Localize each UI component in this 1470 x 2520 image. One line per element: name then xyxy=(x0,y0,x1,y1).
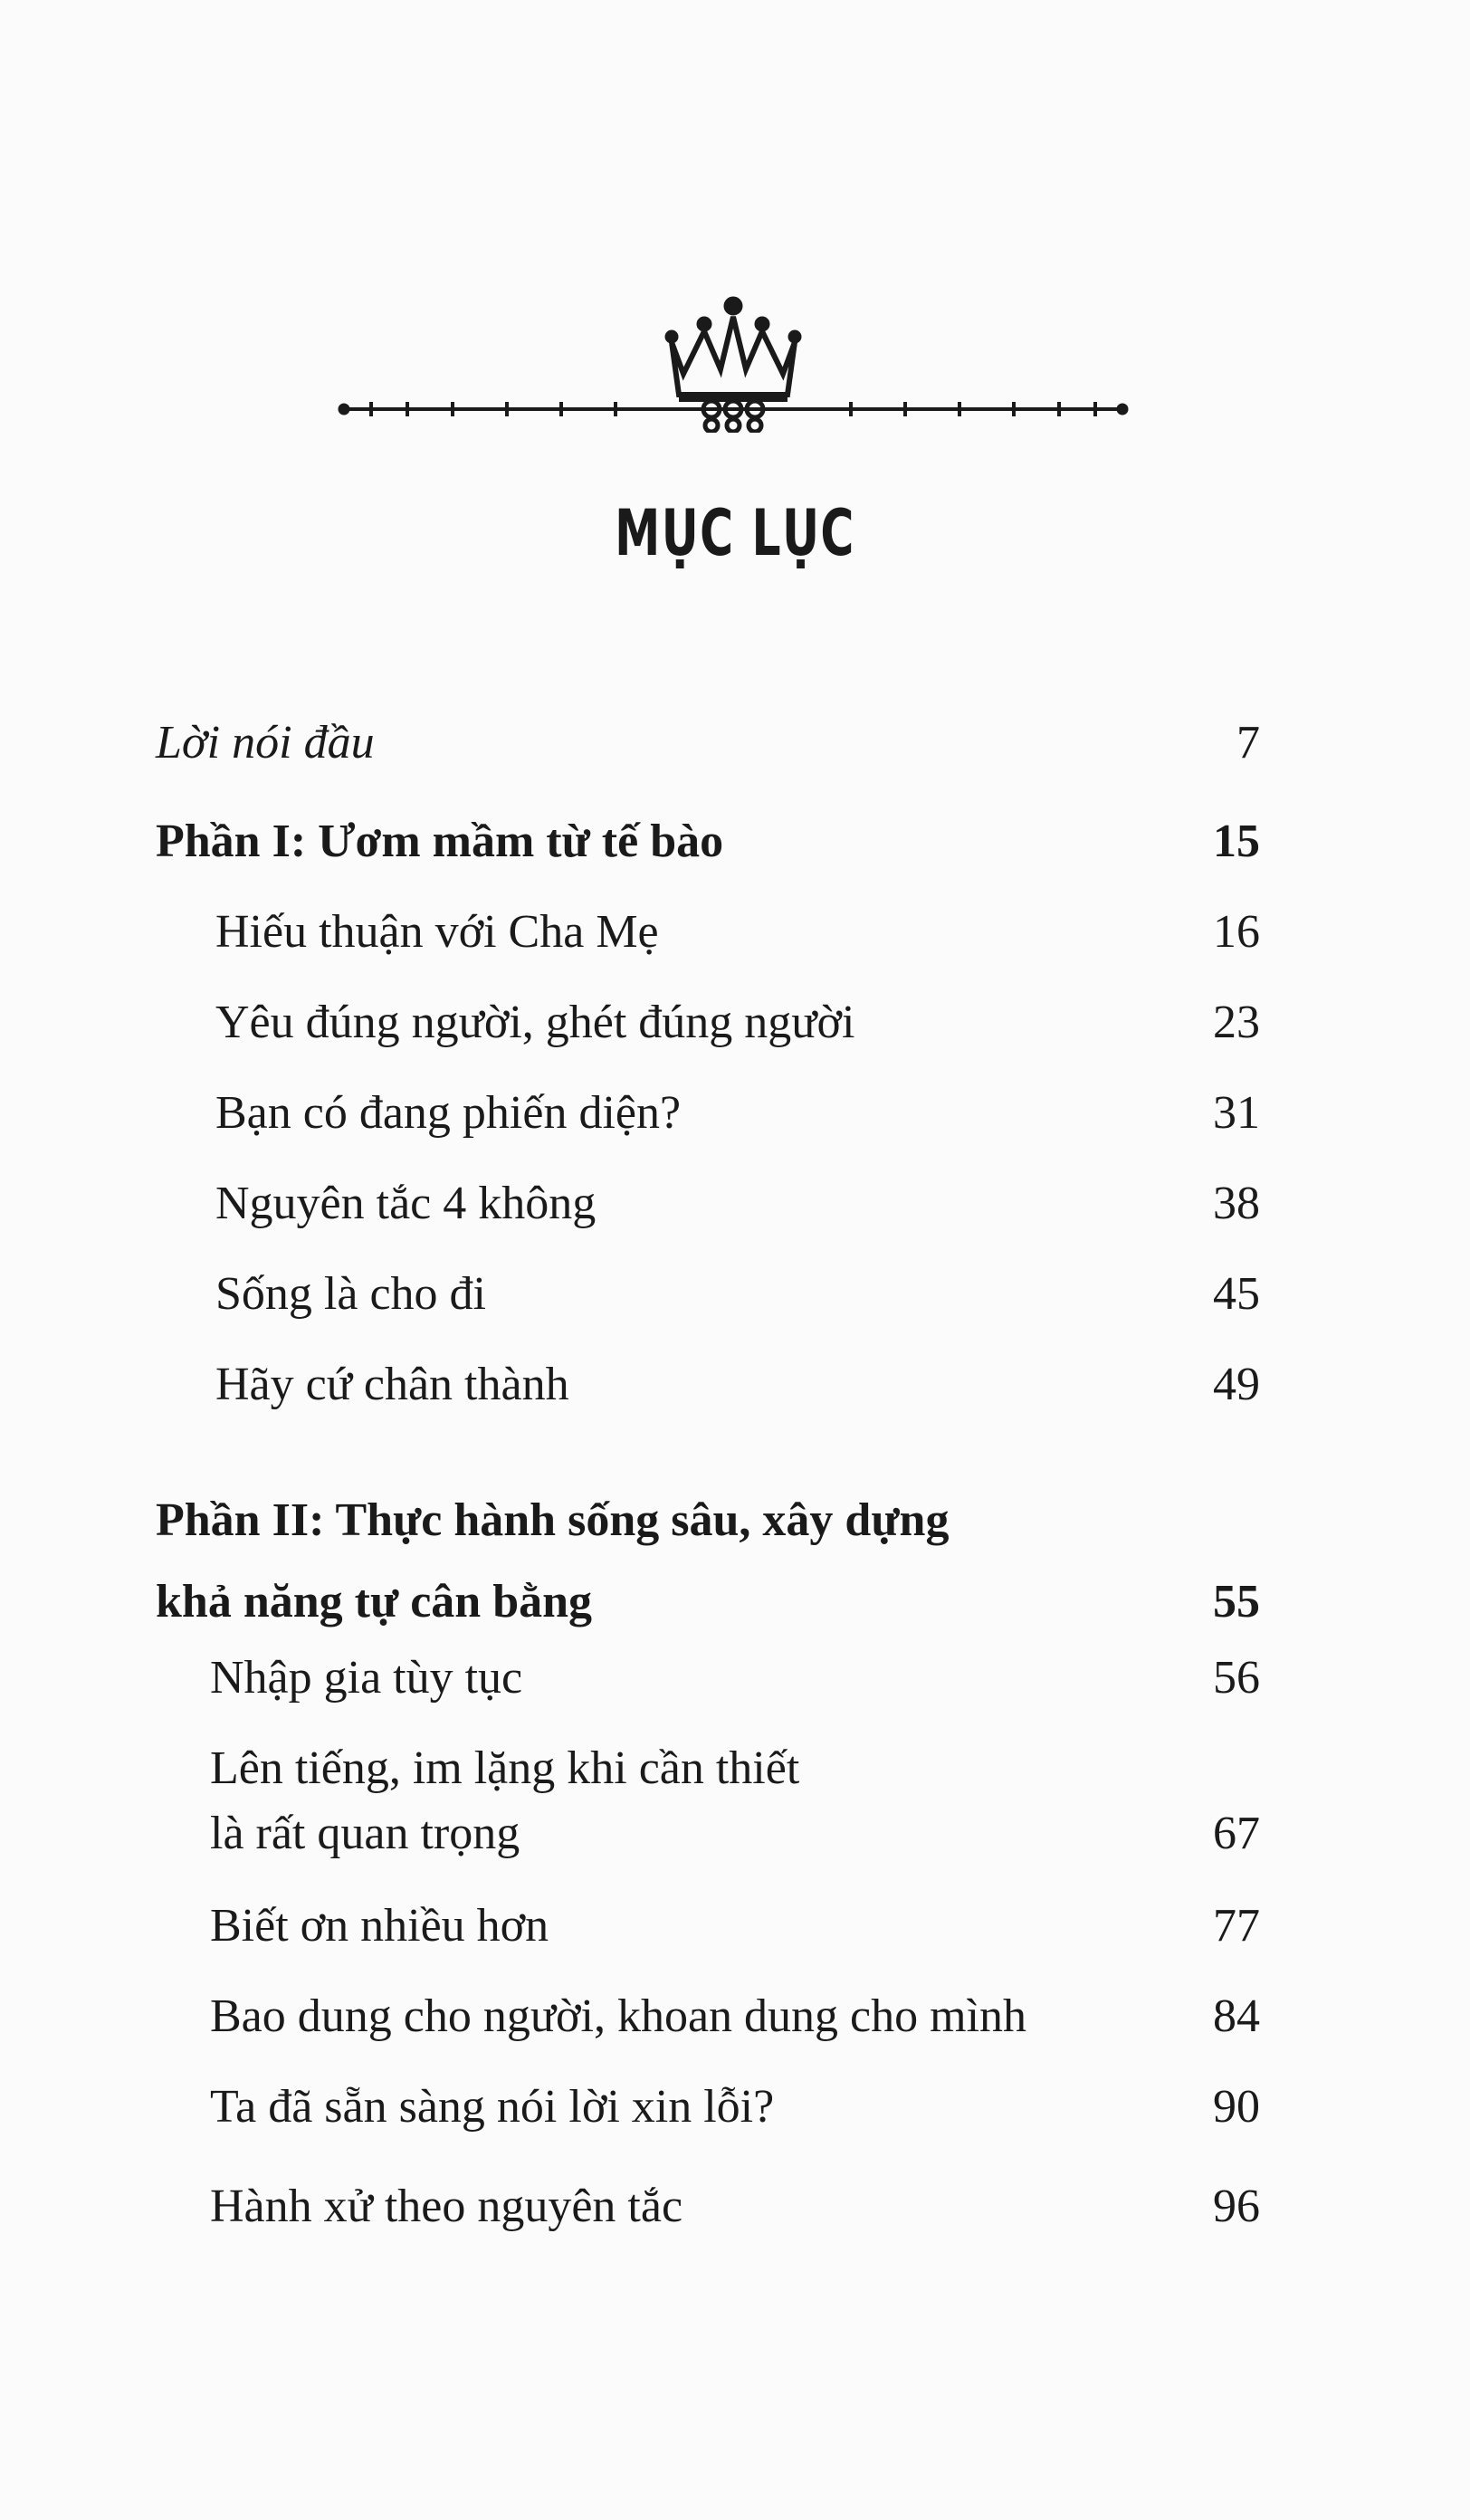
toc-entry xyxy=(0,900,1470,965)
toc-entry-page: 23 xyxy=(1213,997,1260,1048)
toc-entry-line-1 xyxy=(0,1736,1470,1801)
toc-entry xyxy=(0,1646,1470,1711)
toc-entry-page: 55 xyxy=(1213,1576,1260,1628)
toc-entry-page: 7 xyxy=(1236,717,1260,768)
toc-entry-part-2-line-1 xyxy=(0,1488,1470,1553)
toc-entry-page: 56 xyxy=(1213,1652,1260,1704)
toc-entry-label: Hiếu thuận với Cha Mẹ xyxy=(215,906,659,958)
toc-entry-label: Nguyên tắc 4 không xyxy=(215,1178,597,1229)
toc-entry xyxy=(0,990,1470,1055)
toc-entry-line-2 xyxy=(0,1801,1470,1866)
toc-entry xyxy=(0,1894,1470,1959)
toc-entry-label: Lời nói đầu xyxy=(156,717,375,768)
toc-entry xyxy=(0,1262,1470,1327)
toc-entry xyxy=(0,1081,1470,1146)
toc-entry-label: Nhập gia tùy tục xyxy=(210,1652,523,1704)
toc-entry-label: Ta đã sẵn sàng nói lời xin lỗi? xyxy=(210,2081,775,2133)
toc-entry-page: 77 xyxy=(1213,1900,1260,1952)
toc-entry xyxy=(0,1984,1470,2049)
toc-entry-label: Phần I: Ươm mầm từ tế bào xyxy=(156,816,724,867)
toc-entry-label: là rất quan trọng xyxy=(210,1808,520,1859)
crown-icon xyxy=(665,297,801,402)
toc-entry xyxy=(0,1352,1470,1418)
toc-entry-label: Lên tiếng, im lặng khi cần thiết xyxy=(210,1742,800,1794)
page-title: MỤC LỤC xyxy=(615,496,855,570)
toc-entry-page: 38 xyxy=(1213,1178,1260,1229)
toc-entry xyxy=(0,2174,1470,2239)
toc-entry xyxy=(0,2075,1470,2140)
toc-entry-page: 31 xyxy=(1213,1087,1260,1139)
toc-entry-label: Sống là cho đi xyxy=(215,1268,486,1320)
toc-entry-page: 16 xyxy=(1213,906,1260,958)
toc-entry-page: 49 xyxy=(1213,1359,1260,1410)
toc-entry-part-2-line-2 xyxy=(0,1570,1470,1635)
toc-entry-page: 84 xyxy=(1213,1990,1260,2042)
toc-entry-label: Hành xử theo nguyên tắc xyxy=(210,2181,683,2232)
toc-entry-part-1 xyxy=(0,809,1470,874)
toc-entry xyxy=(0,1171,1470,1236)
toc-entry-label: Bạn có đang phiến diện? xyxy=(215,1087,682,1139)
toc-entry-label: Yêu đúng người, ghét đúng người xyxy=(215,997,855,1048)
crown-divider-ornament xyxy=(335,288,1131,433)
toc-entry-page: 15 xyxy=(1213,816,1260,867)
toc-entry-label: Hãy cứ chân thành xyxy=(215,1359,569,1410)
toc-entry-label: Phần II: Thực hành sống sâu, xây dựng xyxy=(156,1494,950,1546)
toc-entry-label: khả năng tự cân bằng xyxy=(156,1576,593,1628)
toc-entry-page: 90 xyxy=(1213,2081,1260,2133)
toc-entry-label: Biết ơn nhiều hơn xyxy=(210,1900,549,1952)
toc-entry-page: 96 xyxy=(1213,2181,1260,2232)
toc-entry-page: 45 xyxy=(1213,1268,1260,1320)
toc-entry-page: 67 xyxy=(1213,1808,1260,1859)
toc-entry-label: Bao dung cho người, khoan dung cho mình xyxy=(210,1990,1027,2042)
toc-entry-preface xyxy=(0,711,1470,776)
